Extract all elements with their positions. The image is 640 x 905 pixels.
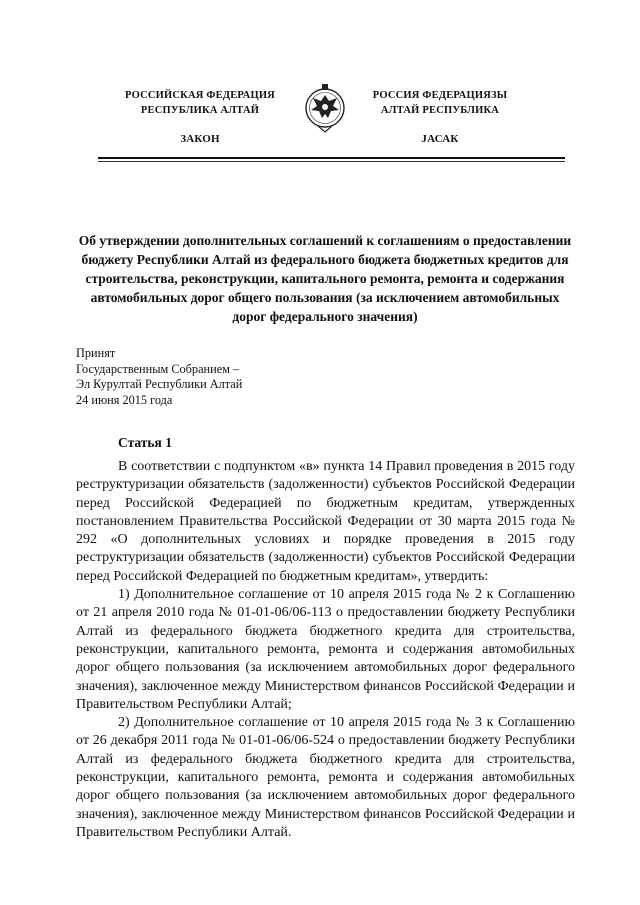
article-heading: Статья 1 <box>118 435 172 450</box>
adoption-note <box>76 346 242 408</box>
header-divider-thin <box>98 161 565 162</box>
header-left-republic: РЕСПУБЛИКА АЛТАЙ <box>140 105 260 116</box>
adoption-line-3: Эл Курултай Республики Алтай <box>76 377 243 391</box>
adoption-line-1: Принят <box>76 346 116 360</box>
header-right-country: РОССИЯ ФЕДЕРАЦИЯЗЫ <box>372 90 508 101</box>
header-left-doc-type: ЗАКОН <box>180 133 220 145</box>
header-left <box>110 88 290 147</box>
header-divider-thick <box>98 157 565 159</box>
adoption-date: 24 июня 2015 года <box>76 392 173 407</box>
header-right-doc-type: JАСАК <box>421 133 459 145</box>
header-right <box>350 88 530 147</box>
adoption-line-2: Государственным Собранием – <box>76 361 240 376</box>
article-body <box>76 458 575 842</box>
article-item-1: 1) Дополнительное соглашение от 10 апреля 2015 года № 2 к Соглашению от 21 апреля 2010 года № 01-01-06/06-113 о предоставлении бюджету Республики Алтай из федерального бюджета бюджетного кредита для строительства, реконструкции, капитального ремонта, ремонта и содержания автомобильных дорог общего пользования (за исключением автомобильных дорог федерального значения), заключенное между Министерством финансов Российской Федерации и Правительством Республики Алтай; <box>76 587 575 712</box>
article-item-2: 2) Дополнительное соглашение от 10 апреля 2015 года № 3 к Соглашению от 26 декабря 2011 года № 01-01-06/06-524 о предоставлении бюджету Республики Алтай из федерального бюджета бюджетного кредита для строительства, реконструкции, капитального ремонта, ремонта и содержания автомобильных дорог общего пользования (за исключением автомобильных дорог федерального значения), заключенное между Министерством финансов Российской Федерации и Правительством Республики Алтай. <box>76 715 575 840</box>
header-right-republic: АЛТАЙ РЕСПУБЛИКА <box>380 105 500 116</box>
coat-of-arms-icon <box>303 80 347 140</box>
law-title: Об утверждении дополнительных соглашений к соглашениям о предоставлении бюджету Республики Алтай из федерального бюджета бюджетных кредитов для строительства, реконструкции, капитального ремонта, ремонта и содержания автомобильных дорог общего пользования (за исключением автомобильных дорог федерального значения) <box>78 233 572 324</box>
article-intro: В соответствии с подпунктом «в» пункта 14 Правил проведения в 2015 году реструктуризации обязательств (задолженности) субъектов Российской Федерации перед Российской Федерацией по бюджетным кредитам, утвержденных постановлением Правительства Российской Федерации от 30 марта 2015 года № 292 «О дополнительных условиях и порядке проведения в 2015 году реструктуризации обязательств (задолженности) субъектов Российской Федерации перед Российской Федерацией по бюджетным кредитам», утвердить: <box>76 459 575 584</box>
header-left-country: РОССИЙСКАЯ ФЕДЕРАЦИЯ <box>125 90 275 101</box>
